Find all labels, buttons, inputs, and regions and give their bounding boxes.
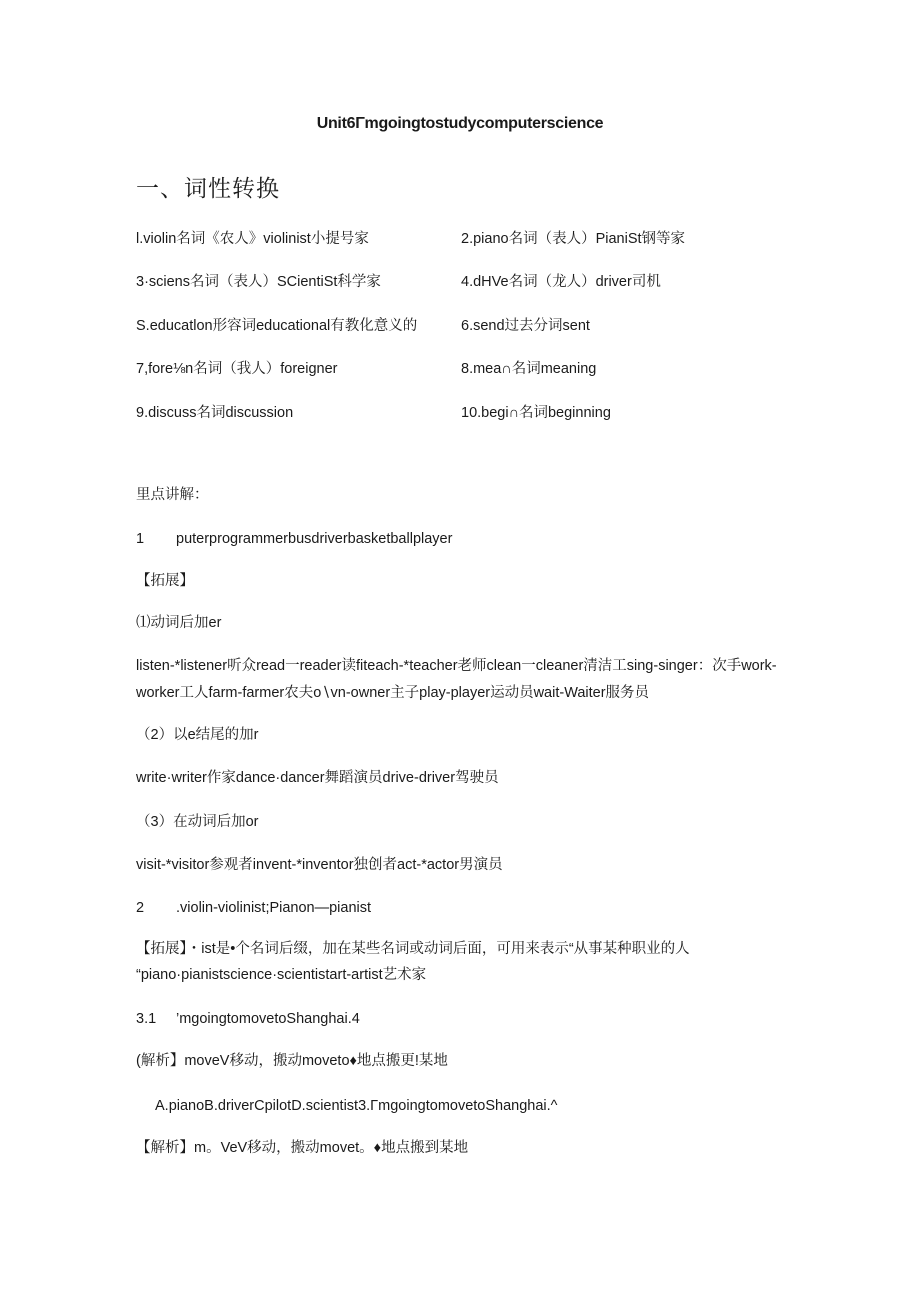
key-points-label: 里点讲解：: [136, 487, 209, 503]
sub-point-2-examples: write·writer作家dance·dancer舞蹈演员drive-driver驾驶员: [136, 770, 499, 786]
vocab-item-8: 8.mea∩名词meaning: [461, 361, 597, 377]
point-2-text: .violin-violinist;Pianon—pianist: [176, 900, 372, 916]
point-3: [136, 1009, 360, 1029]
analysis-1: (解析】moveV移动，搬动moveto♦地点搬更!某地: [136, 1053, 448, 1069]
vocab-item-1: l.violin名词《农人》violinist小提号家: [136, 231, 369, 247]
point-2-number: 2: [136, 900, 145, 916]
vocab-item-3: 3·sciens名词（表人）SCientiSt科学家: [136, 274, 381, 290]
sub-point-3: （3）在动词后加or: [136, 814, 259, 830]
sub-point-1-examples-line1: listen-*listener听众read一reader读fiteach-*teacher老师clean一cleaner清洁工sing-singer：次手work-: [136, 658, 777, 674]
sub-point-3-examples: visit-*visitor参观者invent-*inventor独创者act-*actor男演员: [136, 857, 503, 873]
point-2: [136, 898, 371, 918]
vocab-item-7: 7,fore⅛n名词（我人）foreigner: [136, 361, 338, 377]
point-1-text: puterprogrammerbusdriverbasketballplayer: [176, 531, 453, 547]
vocab-item-9: 9.discuss名词discussion: [136, 405, 294, 421]
sub-point-2: （2）以e结尾的加r: [136, 727, 259, 743]
document-title: Unit6Γmgoingtostudycomputerscience: [316, 115, 604, 132]
sub-point-1: ⑴动词后加er: [136, 615, 222, 631]
expand-label: 【拓展】: [136, 573, 194, 589]
vocab-item-6: 6.send过去分词sent: [461, 318, 590, 334]
sub-point-1-examples-line2: worker工人farm-farmer农夫o∖vn-owner主子play-player运动员wait-Waiter服务员: [136, 685, 650, 701]
analysis-2: 【解析】m。VeV移动，搬动movet。♦地点搬到某地: [136, 1140, 469, 1156]
point-1: [136, 529, 452, 549]
answer-options: A.pianoB.driverCpilotD.scientist3.Γmgoingtomovet​oShanghai.^: [155, 1098, 558, 1114]
point-3-number: 3.1: [136, 1011, 157, 1027]
vocab-item-2: 2.piano名词（表人）PianiSt钢等家: [461, 231, 686, 247]
point-2-expand: 【拓展】・ist是•个名词后缀，加在某些名词或动词后面，可用来表示“从事某种职业的人: [136, 941, 690, 957]
point-1-number: 1: [136, 531, 145, 547]
vocab-item-10: 10.begi∩名词beginning: [461, 405, 611, 421]
section-heading-word-conversion: 一、词性转换: [136, 175, 280, 201]
vocab-item-4: 4.dHVe名词（龙人）driver司机: [461, 274, 661, 290]
vocab-item-5: S.educatlon形容词educational有教化意义的: [136, 318, 418, 334]
point-3-text: ’mgoingtomovetoShanghai.4: [176, 1011, 360, 1027]
point-2-examples: “piano·pianistscience·scientistart-artist艺术家: [136, 967, 427, 983]
